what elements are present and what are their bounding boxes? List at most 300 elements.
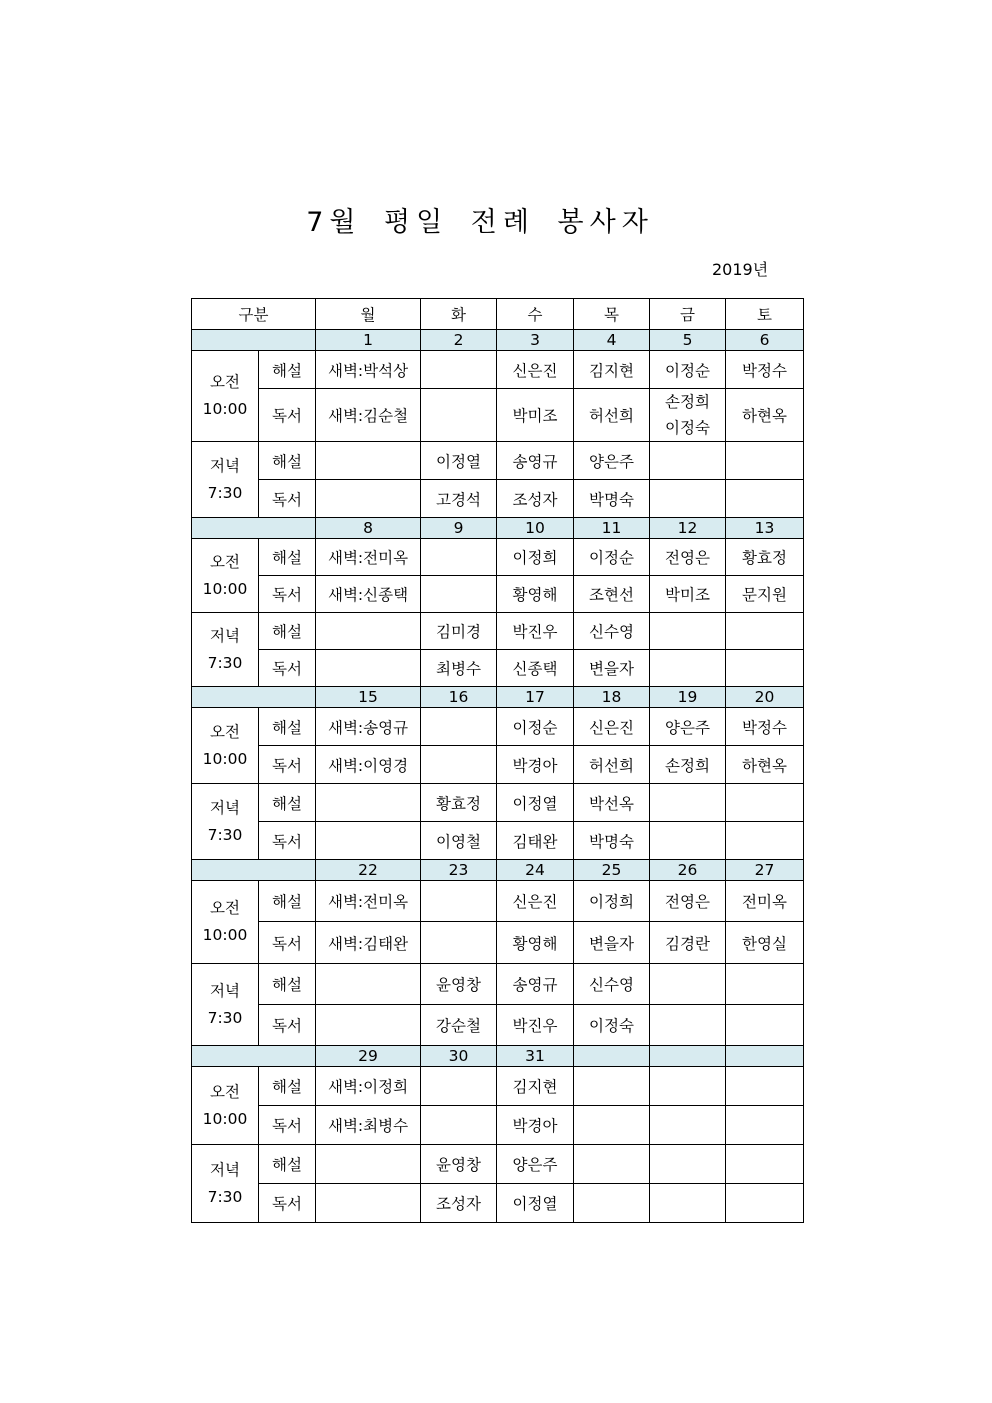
- session-time-line: 저녁: [210, 798, 240, 817]
- volunteer-cell: [574, 650, 650, 687]
- volunteer-name: 신수영: [589, 976, 634, 994]
- volunteer-cell: [421, 881, 497, 922]
- volunteer-cell: [421, 784, 497, 822]
- volunteer-cell: [574, 822, 650, 860]
- volunteer-name: 이정열: [512, 1195, 558, 1213]
- session-time-line: 오전: [210, 373, 240, 391]
- role-cell: 독서: [259, 922, 316, 964]
- volunteer-cell: [574, 1106, 650, 1145]
- volunteer-name: 양은주: [665, 718, 710, 737]
- date-cell: 8: [316, 518, 421, 539]
- year-label: 2019년: [712, 260, 769, 279]
- volunteer-name: 박경아: [512, 1117, 558, 1135]
- volunteer-cell: [316, 1067, 421, 1106]
- schedule-row: [192, 351, 804, 389]
- session-time-line: 7:30: [207, 1008, 243, 1027]
- volunteer-cell: [574, 539, 650, 576]
- session-time-line: 10:00: [202, 1109, 248, 1128]
- volunteer-cell: [574, 1067, 650, 1106]
- session-time-cell: [192, 1067, 259, 1145]
- session-time-cell: [192, 539, 259, 613]
- volunteer-cell: [497, 881, 574, 922]
- volunteer-name: 전영은: [665, 549, 710, 567]
- volunteer-cell: [316, 964, 421, 1005]
- page-title: 7월 평일 전례 봉사자: [306, 207, 654, 238]
- date-cell: 29: [316, 1046, 421, 1067]
- volunteer-cell: [650, 784, 726, 822]
- volunteer-cell: [650, 480, 726, 518]
- header-row: [192, 299, 804, 330]
- date-cell: 17: [497, 687, 574, 708]
- volunteer-cell: [726, 746, 804, 784]
- schedule-row: [192, 650, 804, 687]
- volunteer-name: 한영실: [742, 934, 787, 953]
- volunteer-name: 김태완: [512, 832, 558, 851]
- date-row-spacer: [192, 1046, 316, 1067]
- volunteer-name: 송영규: [512, 976, 558, 994]
- session-time-line: 10:00: [202, 579, 248, 598]
- volunteer-cell: [574, 708, 650, 746]
- volunteer-name: 조현선: [589, 586, 634, 604]
- volunteer-name: 박진우: [512, 623, 558, 641]
- volunteer-name: 김지현: [589, 361, 634, 380]
- session-time-line: 저녁: [210, 1160, 240, 1179]
- date-cell: 12: [650, 518, 726, 539]
- volunteer-name: 이정희: [512, 549, 558, 567]
- volunteer-cell: [316, 881, 421, 922]
- session-time-line: 오전: [210, 722, 240, 741]
- role-cell: 독서: [259, 650, 316, 687]
- volunteer-cell: [316, 1145, 421, 1184]
- volunteer-cell: [726, 613, 804, 650]
- volunteer-cell: [650, 881, 726, 922]
- session-time-line: 오전: [210, 552, 240, 571]
- volunteer-cell: [650, 746, 726, 784]
- volunteer-name: 손정희: [665, 756, 710, 775]
- volunteer-name: 양은주: [512, 1156, 558, 1174]
- volunteer-cell: [650, 1145, 726, 1184]
- volunteer-name: 신종택: [512, 660, 558, 678]
- volunteer-cell: [574, 746, 650, 784]
- volunteer-cell: [497, 1067, 574, 1106]
- volunteer-cell: [497, 822, 574, 860]
- volunteer-cell: [726, 1184, 804, 1223]
- volunteer-name: 박미조: [512, 407, 558, 425]
- volunteer-name: 전미옥: [742, 893, 787, 911]
- volunteer-cell: [421, 650, 497, 687]
- volunteer-cell: [650, 442, 726, 480]
- session-time-cell: [192, 613, 259, 687]
- schedule-row: [192, 480, 804, 518]
- role-cell: 독서: [259, 1106, 316, 1145]
- volunteer-cell: [497, 442, 574, 480]
- schedule-row: [192, 922, 804, 964]
- volunteer-cell: [421, 576, 497, 613]
- volunteer-cell: [497, 922, 574, 964]
- date-cell: 3: [497, 330, 574, 351]
- session-time-line: 7:30: [207, 825, 243, 844]
- volunteer-cell: [726, 650, 804, 687]
- volunteer-cell: [497, 351, 574, 389]
- volunteer-name: 새벽:김태완: [327, 934, 409, 953]
- schedule-row: [192, 539, 804, 576]
- volunteer-cell: [316, 784, 421, 822]
- volunteer-cell: [421, 442, 497, 480]
- date-cell: 19: [650, 687, 726, 708]
- volunteer-cell: [421, 708, 497, 746]
- volunteer-name: 양은주: [589, 452, 634, 471]
- volunteer-cell: [726, 708, 804, 746]
- volunteer-name: 새벽:박석상: [327, 361, 409, 380]
- date-cell: 22: [316, 860, 421, 881]
- volunteer-cell: [421, 1067, 497, 1106]
- volunteer-name: 황영해: [512, 586, 558, 604]
- volunteer-name: 고경석: [436, 490, 481, 509]
- volunteer-cell: [497, 784, 574, 822]
- volunteer-cell: [650, 351, 726, 389]
- volunteer-cell: [726, 442, 804, 480]
- volunteer-name: 황효정: [436, 794, 481, 813]
- volunteer-cell: [650, 389, 726, 442]
- volunteer-cell: [497, 964, 574, 1005]
- session-time-line: 10:00: [202, 400, 248, 418]
- date-row-spacer: [192, 518, 316, 539]
- volunteer-cell: [574, 442, 650, 480]
- date-row: [192, 518, 804, 539]
- date-row: [192, 330, 804, 351]
- volunteer-name: 이정희: [589, 893, 634, 911]
- role-cell: 독서: [259, 576, 316, 613]
- volunteer-cell: [650, 1106, 726, 1145]
- volunteer-cell: [497, 1005, 574, 1046]
- date-cell: 5: [650, 330, 726, 351]
- volunteer-cell: [421, 1145, 497, 1184]
- volunteer-name: 최병수: [436, 660, 481, 678]
- volunteer-name: 조성자: [436, 1195, 481, 1213]
- volunteer-cell: [574, 922, 650, 964]
- volunteer-cell: [726, 1067, 804, 1106]
- date-cell: 4: [574, 330, 650, 351]
- volunteer-cell: [726, 480, 804, 518]
- volunteer-name: 신은진: [512, 361, 558, 380]
- volunteer-cell: [650, 964, 726, 1005]
- role-cell: 독서: [259, 822, 316, 860]
- header-day: 금: [650, 299, 726, 330]
- volunteer-name: 전영은: [665, 893, 710, 911]
- date-row-spacer: [192, 330, 316, 351]
- volunteer-cell: [574, 1005, 650, 1046]
- role-cell: 해설: [259, 881, 316, 922]
- volunteer-name: 이정열: [512, 794, 558, 813]
- volunteer-cell: [726, 1145, 804, 1184]
- volunteer-cell: [316, 613, 421, 650]
- volunteer-cell: [650, 650, 726, 687]
- date-row: [192, 687, 804, 708]
- volunteer-cell: [726, 784, 804, 822]
- date-row: [192, 1046, 804, 1067]
- volunteer-name: 황효정: [742, 549, 787, 567]
- volunteer-cell: [574, 1145, 650, 1184]
- role-cell: 해설: [259, 539, 316, 576]
- date-cell: 9: [421, 518, 497, 539]
- volunteer-cell: [650, 576, 726, 613]
- volunteer-name: 하현옥: [742, 407, 787, 425]
- volunteer-cell: [316, 1184, 421, 1223]
- role-cell: 해설: [259, 784, 316, 822]
- session-time-cell: [192, 708, 259, 784]
- volunteer-name: 새벽:송영규: [327, 718, 409, 737]
- volunteer-cell: [316, 746, 421, 784]
- schedule-row: [192, 1106, 804, 1145]
- date-cell: 6: [726, 330, 804, 351]
- date-cell: [726, 1046, 804, 1067]
- volunteer-cell: [650, 822, 726, 860]
- volunteer-cell: [574, 480, 650, 518]
- role-cell: 해설: [259, 442, 316, 480]
- volunteer-cell: [316, 480, 421, 518]
- schedule-row: [192, 746, 804, 784]
- date-cell: 1: [316, 330, 421, 351]
- volunteer-cell: [497, 389, 574, 442]
- volunteer-cell: [421, 539, 497, 576]
- date-cell: 31: [497, 1046, 574, 1067]
- schedule-row: [192, 1067, 804, 1106]
- date-row: [192, 860, 804, 881]
- volunteer-cell: [726, 539, 804, 576]
- schedule-row: [192, 822, 804, 860]
- volunteer-cell: [497, 539, 574, 576]
- volunteer-cell: [726, 964, 804, 1005]
- volunteer-name: 새벽:최병수: [327, 1117, 409, 1135]
- date-cell: 2: [421, 330, 497, 351]
- header-day: 토: [726, 299, 804, 330]
- volunteer-name: 이정순: [665, 361, 710, 380]
- volunteer-name: 윤영창: [436, 1156, 481, 1174]
- session-time-cell: [192, 442, 259, 518]
- volunteer-cell: [726, 822, 804, 860]
- header-category: 구분: [192, 299, 316, 330]
- volunteer-cell: [421, 1184, 497, 1223]
- volunteer-cell: [650, 922, 726, 964]
- volunteer-cell: [421, 389, 497, 442]
- volunteer-cell: [497, 1184, 574, 1223]
- schedule-row: [192, 389, 804, 442]
- volunteer-name: 박명숙: [589, 832, 634, 851]
- session-time-cell: [192, 351, 259, 442]
- volunteer-cell: [650, 1067, 726, 1106]
- volunteer-cell: [316, 708, 421, 746]
- volunteer-cell: [421, 922, 497, 964]
- volunteer-name: 새벽:전미옥: [327, 893, 409, 911]
- volunteer-name: 박미조: [665, 586, 710, 604]
- volunteer-name: 신수영: [589, 623, 634, 641]
- volunteer-name: 이정순: [589, 549, 634, 567]
- volunteer-cell: [574, 351, 650, 389]
- date-cell: 15: [316, 687, 421, 708]
- volunteer-name: 신은진: [589, 718, 634, 737]
- volunteer-name: 조성자: [512, 490, 558, 509]
- volunteer-cell: [316, 1106, 421, 1145]
- volunteer-cell: [316, 539, 421, 576]
- volunteer-cell: [316, 351, 421, 389]
- volunteer-name: 송영규: [512, 452, 558, 471]
- session-time-cell: [192, 1145, 259, 1223]
- volunteer-name: 이영철: [436, 832, 481, 851]
- role-cell: 독서: [259, 746, 316, 784]
- volunteer-name: 변을자: [589, 934, 634, 953]
- volunteer-cell: [421, 351, 497, 389]
- volunteer-cell: [421, 746, 497, 784]
- volunteer-name: 하현옥: [742, 756, 787, 775]
- session-time-line: 오전: [210, 1082, 240, 1101]
- date-cell: 25: [574, 860, 650, 881]
- role-cell: 독서: [259, 389, 316, 442]
- schedule-row: [192, 442, 804, 480]
- volunteer-name: 박정수: [742, 361, 787, 380]
- date-cell: 16: [421, 687, 497, 708]
- session-time-line: 7:30: [207, 1187, 243, 1206]
- volunteer-name: 이정숙: [589, 1017, 634, 1035]
- volunteer-name: 새벽:이정희: [327, 1078, 409, 1096]
- volunteer-name: 허선희: [589, 756, 634, 775]
- session-time-line: 7:30: [207, 653, 243, 672]
- volunteer-cell: [650, 1005, 726, 1046]
- volunteer-cell: [650, 708, 726, 746]
- session-time-cell: [192, 784, 259, 860]
- volunteer-name: 새벽:신종택: [327, 586, 409, 604]
- volunteer-cell: [497, 576, 574, 613]
- volunteer-cell: [726, 1106, 804, 1145]
- header-day: 월: [316, 299, 421, 330]
- volunteer-cell: [574, 784, 650, 822]
- role-cell: 해설: [259, 708, 316, 746]
- session-time-line: 10:00: [202, 749, 248, 768]
- volunteer-cell: [316, 650, 421, 687]
- date-cell: 11: [574, 518, 650, 539]
- volunteer-cell: [574, 613, 650, 650]
- volunteer-cell: [497, 613, 574, 650]
- volunteer-name: 손정희: [665, 393, 710, 411]
- header-day: 수: [497, 299, 574, 330]
- session-time-line: 저녁: [210, 981, 240, 1000]
- volunteer-name: 김경란: [665, 934, 710, 953]
- date-cell: 24: [497, 860, 574, 881]
- date-cell: [650, 1046, 726, 1067]
- volunteer-cell: [421, 480, 497, 518]
- session-time-line: 10:00: [202, 926, 248, 944]
- volunteer-cell: [726, 351, 804, 389]
- role-cell: 독서: [259, 1005, 316, 1046]
- volunteer-cell: [316, 1005, 421, 1046]
- volunteer-cell: [574, 576, 650, 613]
- volunteer-cell: [574, 964, 650, 1005]
- volunteer-name: 윤영창: [436, 976, 481, 994]
- volunteer-name: 신은진: [512, 893, 558, 911]
- schedule-row: [192, 613, 804, 650]
- volunteer-cell: [497, 480, 574, 518]
- session-time-cell: [192, 881, 259, 964]
- volunteer-name: 박선옥: [589, 794, 634, 813]
- schedule-row: [192, 708, 804, 746]
- schedule-row: [192, 964, 804, 1005]
- role-cell: 독서: [259, 480, 316, 518]
- session-time-cell: [192, 964, 259, 1046]
- volunteer-name: 김지현: [512, 1078, 558, 1096]
- role-cell: 해설: [259, 1145, 316, 1184]
- date-cell: 20: [726, 687, 804, 708]
- date-cell: 18: [574, 687, 650, 708]
- volunteer-cell: [497, 1145, 574, 1184]
- volunteer-name: 김미경: [436, 623, 481, 641]
- volunteer-cell: [726, 881, 804, 922]
- volunteer-name: 박경아: [512, 756, 558, 775]
- role-cell: 해설: [259, 613, 316, 650]
- volunteer-cell: [650, 613, 726, 650]
- date-cell: 10: [497, 518, 574, 539]
- volunteer-cell: [497, 1106, 574, 1145]
- volunteer-name: 허선희: [589, 407, 634, 425]
- volunteer-cell: [421, 822, 497, 860]
- schedule-table: [191, 298, 804, 1223]
- role-cell: 해설: [259, 1067, 316, 1106]
- volunteer-cell: [574, 1184, 650, 1223]
- date-cell: 30: [421, 1046, 497, 1067]
- volunteer-name: 이정숙: [665, 419, 710, 437]
- date-cell: [574, 1046, 650, 1067]
- session-time-line: 저녁: [210, 626, 240, 645]
- date-cell: 26: [650, 860, 726, 881]
- volunteer-cell: [421, 613, 497, 650]
- schedule-row: [192, 784, 804, 822]
- schedule-row: [192, 1184, 804, 1223]
- schedule-row: [192, 1005, 804, 1046]
- role-cell: 독서: [259, 1184, 316, 1223]
- date-row-spacer: [192, 860, 316, 881]
- volunteer-cell: [574, 389, 650, 442]
- volunteer-cell: [497, 650, 574, 687]
- volunteer-name: 이정순: [512, 718, 558, 737]
- volunteer-cell: [421, 964, 497, 1005]
- volunteer-cell: [497, 746, 574, 784]
- schedule-row: [192, 576, 804, 613]
- volunteer-name: 박진우: [512, 1017, 558, 1035]
- volunteer-cell: [650, 1184, 726, 1223]
- date-row-spacer: [192, 687, 316, 708]
- date-cell: 13: [726, 518, 804, 539]
- volunteer-cell: [497, 708, 574, 746]
- volunteer-cell: [316, 576, 421, 613]
- volunteer-name: 박정수: [742, 718, 787, 737]
- volunteer-cell: [421, 1106, 497, 1145]
- session-time-line: 저녁: [210, 456, 240, 475]
- volunteer-name: 새벽:이영경: [327, 756, 409, 775]
- volunteer-cell: [726, 389, 804, 442]
- volunteer-cell: [316, 442, 421, 480]
- volunteer-cell: [574, 881, 650, 922]
- volunteer-cell: [726, 1005, 804, 1046]
- volunteer-cell: [726, 922, 804, 964]
- volunteer-cell: [421, 1005, 497, 1046]
- header-day: 목: [574, 299, 650, 330]
- session-time-line: 7:30: [207, 483, 243, 502]
- volunteer-name: 강순철: [436, 1017, 481, 1035]
- volunteer-cell: [650, 539, 726, 576]
- volunteer-name: 문지원: [742, 586, 787, 604]
- volunteer-name: 새벽:김순철: [327, 407, 409, 425]
- date-cell: 27: [726, 860, 804, 881]
- session-time-line: 오전: [210, 899, 240, 917]
- volunteer-name: 박명숙: [589, 490, 634, 509]
